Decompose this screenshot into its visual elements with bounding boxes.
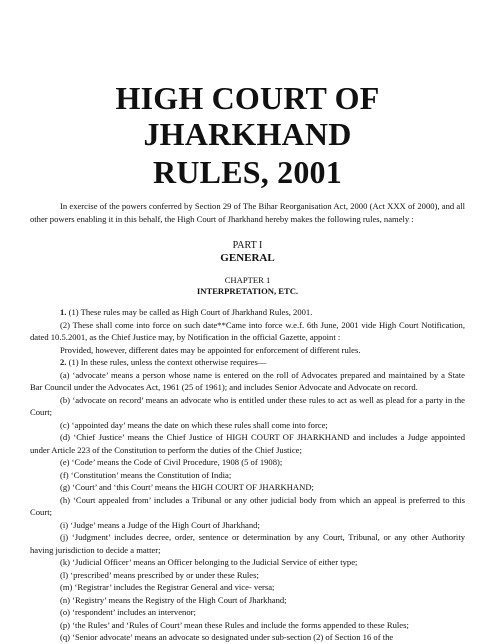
- definition-q: (q) ‘Senior advocate’ means an advocate so designated under sub-section (2) of Section 16 of the: [60, 632, 394, 642]
- definition-c: (c) ‘appointed day’ means the date on which these rules shall come into force;: [60, 419, 328, 430]
- definition-h: (h) ‘Court appealed from’ includes a Tribunal or any other judicial body from which an appeal is preferred to this Court;: [30, 494, 465, 517]
- definition-n: (n) ‘Registry’ means the Registry of the High Court of Jharkhand;: [60, 594, 287, 605]
- rule-1-number: 1.: [60, 307, 67, 317]
- definition-f: (f) ‘Constitution’ means the Constitution of India;: [60, 469, 232, 480]
- definition-e: (e) ‘Code’ means the Code of Civil Procedure, 1908 (5 of 1908);: [60, 457, 283, 467]
- definition-g: (g) ‘Court’ and ‘this Court’ means the HIGH COURT OF JHARKHAND;: [60, 482, 314, 492]
- rule-2-number: 2.: [60, 357, 67, 367]
- definition-o: (o) ‘respondent’ includes an intervenor;: [60, 607, 196, 617]
- part-title: GENERAL: [220, 252, 275, 264]
- definition-i: (i) ‘Judge’ means a Judge of the High Court of Jharkhand;: [60, 519, 260, 530]
- definition-m: (m) ‘Registrar’ includes the Registrar General and vice- versa;: [60, 582, 275, 592]
- definition-b: (b) ‘advocate on record’ means an advocate who is entitled under these rules to act as well as plead for a party in the Court;: [30, 394, 465, 417]
- chapter-label: CHAPTER 1: [224, 275, 271, 285]
- definition-p: (p) ‘the Rules’ and ‘Rules of Court’ mean these Rules and include the forms appended to these Rules;: [60, 619, 409, 630]
- document-title-line1: HIGH COURT OF JHARKHAND: [115, 80, 380, 152]
- definition-k: (k) ‘Judicial Officer’ means an Officer belonging to the Judicial Service of either type;: [60, 557, 358, 567]
- rule-1-sub-2: (2) These shall come into force on such date**Came into force w.e.f. 6th June, 2001 vide High Court Notification, dated 10.5.2001, as the Chief Justice may, by Notification in the official Gazette, appoint :: [30, 319, 465, 342]
- preamble-paragraph: In exercise of the powers conferred by Section 29 of The Bihar Reorganisation Act, 2000 (Act XXX of 2000), and all other powers enabling it in this behalf, the High Court of Jharkhand hereby makes the following rules, namely :: [30, 201, 465, 224]
- definition-a: (a) ‘advocate’ means a person whose name is entered on the roll of Advocates prepared and maintained by a State Bar Council under the Advocates Act, 1961 (25 of 1961); and includes Senior Advocate and Advocate on record.: [30, 369, 465, 392]
- rule-2-sub-1: [30, 356, 465, 369]
- chapter-title: INTERPRETATION, ETC.: [196, 286, 299, 296]
- part-label: PART I: [232, 240, 263, 251]
- definition-d: (d) ‘Chief Justice’ means the Chief Justice of HIGH COURT OF JHARKHAND and includes a Judge appointed under Article 223 of the Constitution to perform the duties of the Chief Justice;: [30, 432, 465, 455]
- definition-j: (j) ‘Judgment’ includes decree, order, sentence or determination by any Court, Tribunal, or any other Authority having jurisdiction to decide a matter;: [30, 532, 465, 555]
- rule-2-sub-1-text: (1) In these rules, unless the context otherwise requires—: [66, 357, 267, 367]
- document-title-line2: RULES, 2001: [153, 154, 342, 190]
- rule-1-sub-1: [30, 306, 465, 319]
- rule-1-proviso: Provided, however, different dates may be appointed for enforcement of different rules.: [60, 344, 361, 355]
- rule-1-sub-1-text: (1) These rules may be called as High Court of Jharkhand Rules, 2001.: [66, 307, 313, 317]
- definition-l: (l) ‘prescribed’ means prescribed by or under these Rules;: [60, 569, 259, 580]
